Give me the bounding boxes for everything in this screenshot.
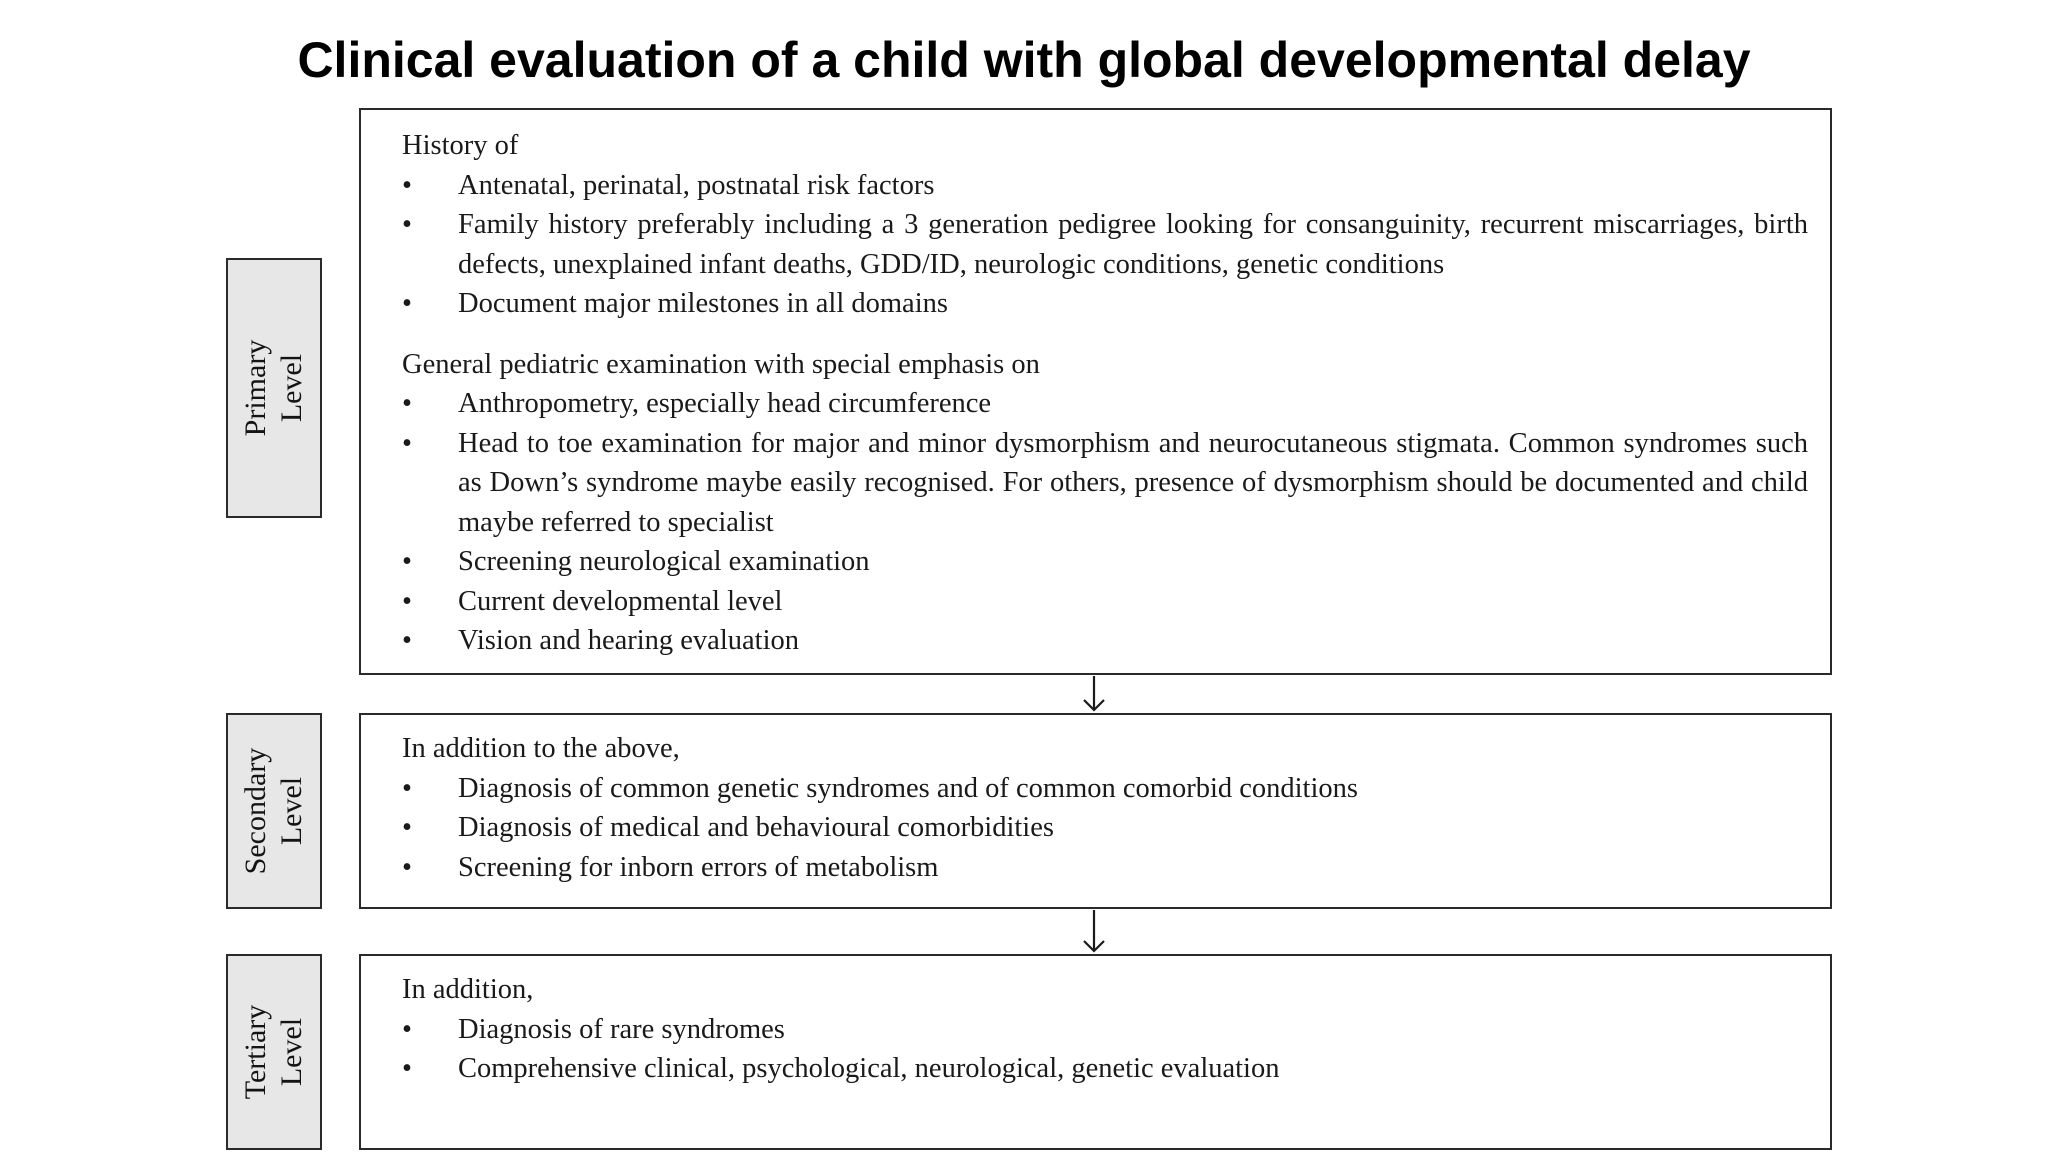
list-item — [402, 769, 1808, 809]
history-list — [402, 166, 1808, 324]
tertiary-level-tab — [226, 954, 322, 1150]
list-item-text: Document major milestones in all domains — [458, 288, 948, 319]
bullet-icon: • — [402, 851, 412, 883]
bullet-icon: • — [402, 388, 412, 419]
list-item — [402, 808, 1808, 848]
primary-level-label-line2: Level — [275, 353, 308, 423]
bullet-icon: • — [402, 812, 412, 843]
bullet-icon: • — [402, 1053, 412, 1084]
bullet-icon: • — [402, 1013, 412, 1045]
tertiary-level-label — [238, 1005, 310, 1100]
secondary-list — [402, 769, 1808, 888]
page-title: Clinical evaluation of a child with global developmental delay — [297, 32, 1751, 88]
list-item-text: Head to toe examination for major and minor dysmorphism and neurocutaneous stigmata. Common syndromes such as Down’s syndrome maybe easily recognised. For others, presence of dysmorphism should be documented and child maybe referred to specialist — [458, 427, 1808, 538]
bullet-icon: • — [402, 625, 412, 656]
exam-list — [402, 384, 1808, 661]
bullet-icon: • — [402, 546, 412, 577]
list-item — [402, 848, 1808, 888]
down-arrow-icon — [1082, 910, 1106, 953]
secondary-level-label-line2: Level — [275, 776, 308, 846]
list-item-text: Current developmental level — [458, 585, 783, 617]
primary-level-box — [359, 108, 1832, 675]
list-item-text: Family history preferably including a 3 generation pedigree looking for consanguinity, recurrent miscarriages, birth defects, unexplained infant deaths, GDD/ID, neurologic conditions, genetic conditions — [458, 209, 1808, 280]
list-item-text: Diagnosis of rare syndromes — [458, 1013, 785, 1045]
down-arrow-icon — [1082, 676, 1106, 712]
bullet-icon: • — [402, 772, 412, 804]
list-item-text: Vision and hearing evaluation — [458, 625, 799, 656]
tertiary-list — [402, 1010, 1808, 1089]
list-item — [402, 582, 1808, 622]
list-item-text: Screening for inborn errors of metabolism — [458, 851, 939, 883]
secondary-level-label-line1: Secondary — [239, 747, 272, 875]
list-item — [402, 424, 1808, 543]
list-item-text: Comprehensive clinical, psychological, neurological, genetic evaluation — [458, 1053, 1280, 1084]
list-item — [402, 166, 1808, 206]
secondary-level-tab — [226, 713, 322, 909]
history-heading: History of — [402, 130, 519, 161]
list-item-text: Screening neurological examination — [458, 546, 870, 577]
bullet-icon: • — [402, 427, 412, 459]
list-item — [402, 384, 1808, 424]
secondary-heading: In addition to the above, — [402, 733, 680, 764]
list-item-text: Anthropometry, especially head circumference — [458, 388, 992, 419]
bullet-icon: • — [402, 585, 412, 617]
tertiary-level-label-line1: Tertiary — [239, 1004, 272, 1100]
list-item-text: Diagnosis of medical and behavioural comorbidities — [458, 812, 1054, 843]
tertiary-heading: In addition, — [402, 974, 534, 1005]
tertiary-level-label-line2: Level — [275, 1017, 308, 1087]
secondary-level-label — [238, 748, 310, 875]
bullet-icon: • — [402, 169, 412, 201]
primary-level-label-line1: Primary — [239, 339, 272, 437]
bullet-icon: • — [402, 288, 412, 319]
list-item — [402, 1049, 1808, 1089]
list-item — [402, 1010, 1808, 1050]
primary-level-label — [238, 340, 310, 437]
primary-level-tab — [226, 258, 322, 518]
list-item — [402, 542, 1808, 582]
tertiary-level-box — [359, 954, 1832, 1150]
exam-heading: General pediatric examination with special emphasis on — [402, 348, 1040, 380]
bullet-icon: • — [402, 209, 412, 240]
list-item — [402, 621, 1808, 661]
list-item-text: Diagnosis of common genetic syndromes and of common comorbid conditions — [458, 772, 1358, 804]
list-item — [402, 284, 1808, 324]
list-item-text: Antenatal, perinatal, postnatal risk factors — [458, 169, 935, 201]
secondary-level-box — [359, 713, 1832, 909]
list-item — [402, 205, 1808, 284]
